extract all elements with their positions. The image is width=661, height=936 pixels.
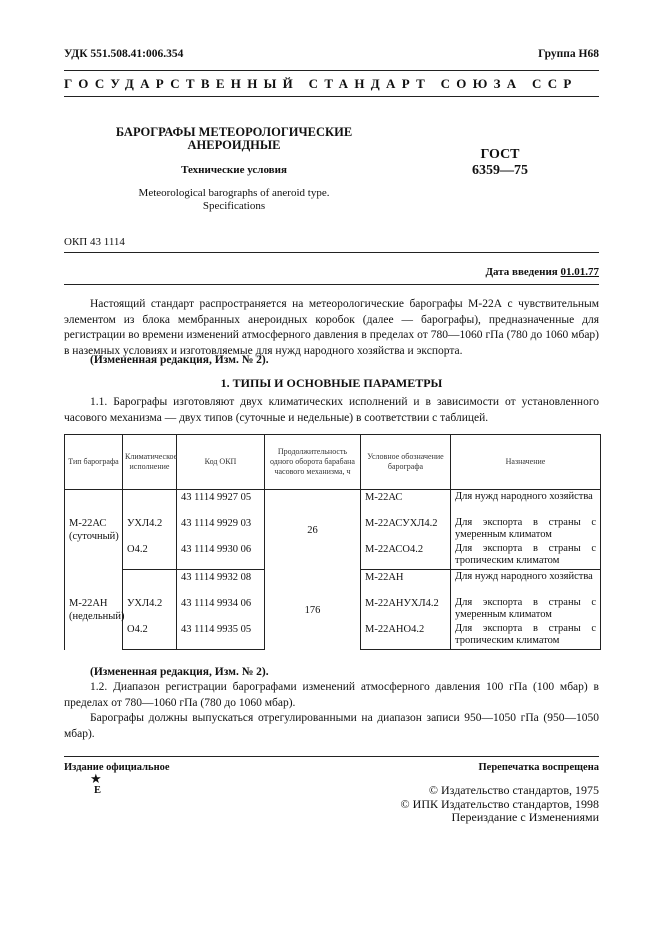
type-name: М-22АН bbox=[69, 598, 108, 609]
climate-cell: О4.2 bbox=[123, 623, 177, 650]
climate-cell: УХЛ4.2 bbox=[123, 597, 177, 623]
type-kind: (суточный) bbox=[69, 531, 119, 543]
okp-code-cell: 43 1114 9929 03 bbox=[177, 517, 265, 543]
okp-code: ОКП 43 1114 bbox=[64, 236, 125, 248]
okp-code-cell: 43 1114 9930 06 bbox=[177, 543, 265, 570]
designation-cell: М-22АНУХЛ4.2 bbox=[361, 597, 451, 623]
okp-code-cell: 43 1114 9935 05 bbox=[177, 623, 265, 650]
header-okp-code: Код ОКП bbox=[177, 435, 265, 490]
copyright-line-2: © ИПК Издательство стандартов, 1998 bbox=[400, 796, 599, 811]
banner-divider bbox=[64, 96, 599, 97]
designation-cell: М-22АС bbox=[361, 490, 451, 518]
climate-cell bbox=[123, 490, 177, 518]
header-purpose: Назначение bbox=[451, 435, 601, 490]
header-designation: Условное обозначение барографа bbox=[361, 435, 451, 490]
header-type: Тип барографа bbox=[65, 435, 123, 490]
copyright-line-1: © Издательство стандартов, 1975 bbox=[428, 783, 599, 797]
copyright-block bbox=[401, 784, 599, 825]
type-kind: (недельный) bbox=[69, 611, 125, 622]
clause-1-2 bbox=[64, 680, 599, 711]
title-line-2: АНЕРОИДНЫЕ bbox=[187, 138, 281, 152]
e-mark: Е bbox=[94, 785, 102, 796]
climate-cell: УХЛ4.2 bbox=[123, 517, 177, 543]
barograph-types-table bbox=[64, 434, 601, 650]
official-edition-label: Издание официальное bbox=[64, 762, 170, 773]
revision-note-1 bbox=[64, 353, 599, 369]
intro-date-label: Дата введения bbox=[485, 266, 558, 278]
gost-code: 6359—75 bbox=[472, 163, 528, 178]
table-row bbox=[65, 570, 601, 598]
okp-code-cell: 43 1114 9927 05 bbox=[177, 490, 265, 518]
document-subtitle: Технические условия bbox=[181, 164, 287, 176]
duration-cell: 26 bbox=[265, 490, 361, 570]
okp-divider bbox=[64, 252, 599, 253]
reprint-prohibited-label: Перепечатка воспрещена bbox=[478, 762, 599, 773]
state-standard-banner: ГОСУДАРСТВЕННЫЙ СТАНДАРТ СОЮЗА ССР bbox=[64, 76, 578, 91]
purpose-cell: Для экспорта в страны с тропическим климатом bbox=[451, 623, 601, 650]
revision-note-1-text: (Измененная редакция, Изм. № 2). bbox=[90, 354, 269, 366]
revision-note-2-text: (Измененная редакция, Изм. № 2). bbox=[90, 666, 269, 678]
introduction-date bbox=[485, 266, 599, 278]
english-title bbox=[96, 187, 372, 213]
english-title-line-2: Specifications bbox=[202, 200, 266, 212]
clause-1-1-text: 1.1. Барографы изготовляют двух климатических исполнений и в зависимости от установленного часового механизма — двух типов (суточные и недельные) в соответствии с таблицей. bbox=[64, 396, 599, 424]
clause-1-2-continuation bbox=[64, 711, 599, 742]
intro-divider bbox=[64, 284, 599, 285]
section-title: 1. ТИПЫ И ОСНОВНЫЕ ПАРАМЕТРЫ bbox=[220, 376, 443, 390]
type-cell bbox=[65, 570, 123, 650]
designation-cell: М-22АСУХЛ4.2 bbox=[361, 517, 451, 543]
purpose-cell: Для нужд народного хозяйства bbox=[451, 490, 601, 518]
table-row bbox=[65, 490, 601, 518]
intro-date-value: 01.01.77 bbox=[560, 266, 599, 278]
intro-paragraph-text: Настоящий стандарт распространяется на метеорологические барографы М-22А с чувствительным элементом из блока мембранных анероидных коробок (далее — барографы), предназначенные для регистрации во времени изменений атмосферного давления в пределах от 780—1060 гПа (780 до 1060 мбар) в наземных условиях и изготовляемые для нужд народного хозяйства и экспорта. bbox=[64, 298, 599, 357]
purpose-cell: Для нужд народного хозяйства bbox=[451, 570, 601, 598]
gost-number bbox=[460, 147, 540, 179]
clause-1-2-text: 1.2. Диапазон регистрации барографами изменений атмосферного давления 100 гПа (100 мбар) в пределах от 780—1060 гПа (780 до 1060 мбар). bbox=[64, 681, 599, 709]
udk-code: УДК 551.508.41:006.354 bbox=[64, 48, 184, 60]
revision-note-2 bbox=[64, 665, 599, 681]
purpose-cell: Для экспорта в страны с тропическим климатом bbox=[451, 543, 601, 570]
table-header-row bbox=[65, 435, 601, 490]
header-duration: Продолжительность одного оборота барабана часового механизма, ч bbox=[265, 435, 361, 490]
okp-code-cell: 43 1114 9934 06 bbox=[177, 597, 265, 623]
document-title bbox=[96, 126, 372, 152]
designation-cell: М-22АСО4.2 bbox=[361, 543, 451, 570]
gost-label: ГОСТ bbox=[480, 147, 520, 162]
footer-divider bbox=[64, 756, 599, 757]
designation-cell: М-22АН bbox=[361, 570, 451, 598]
top-divider bbox=[64, 70, 599, 71]
designation-cell: М-22АНО4.2 bbox=[361, 623, 451, 650]
clause-1-1 bbox=[64, 395, 599, 426]
copyright-line-3: Переиздание с Изменениями bbox=[451, 810, 599, 824]
purpose-cell: Для экспорта в страны с умеренным климатом bbox=[451, 597, 601, 623]
purpose-cell: Для экспорта в страны с умеренным климатом bbox=[451, 517, 601, 543]
duration-cell: 176 bbox=[265, 570, 361, 650]
clause-1-2-continuation-text: Барографы должны выпускаться отрегулированными на диапазон записи 950—1050 гПа (950—1050 мбар). bbox=[64, 712, 599, 740]
type-cell bbox=[65, 490, 123, 570]
english-title-line-1: Meteorological barographs of aneroid type. bbox=[138, 187, 330, 199]
climate-cell: О4.2 bbox=[123, 543, 177, 570]
type-name: М-22АС bbox=[69, 518, 107, 530]
intro-paragraph bbox=[64, 297, 599, 359]
okp-code-cell: 43 1114 9932 08 bbox=[177, 570, 265, 598]
climate-cell bbox=[123, 570, 177, 598]
title-line-1: БАРОГРАФЫ МЕТЕОРОЛОГИЧЕСКИЕ bbox=[115, 125, 353, 139]
header-climate: Климатическое исполнение bbox=[123, 435, 177, 490]
group-code: Группа Н68 bbox=[538, 48, 599, 60]
star-icon: ★ bbox=[90, 771, 102, 786]
